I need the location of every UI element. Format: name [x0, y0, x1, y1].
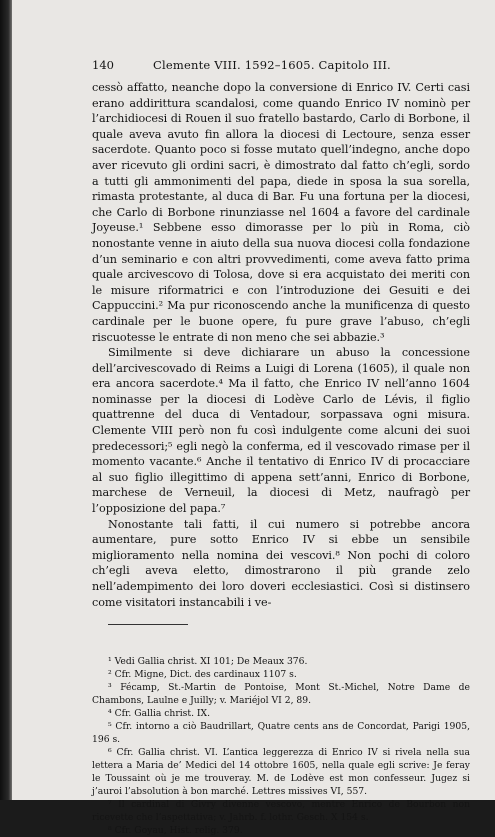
footnote-1: ¹ Vedi Gallia christ. XI 101; De Meaux 376. — [108, 656, 308, 668]
footnote-8: ⁸ Cfr. Goyau, Hist. relig. 379. — [108, 825, 243, 837]
footnote-4: ⁴ Cfr. Gallia christ. IX. — [108, 708, 211, 720]
paragraph-1: cessò affatto, neanche dopo la conversione di Enrico IV. Certi casi erano addirittura scandalosi, come quando Enrico IV nominò per l’archidiocesi di Rouen il suo fratello bastardo, Carlo di Borbone, il quale aveva avuto fin allora la diocesi di Lectoure, senza esser sacerdote. Quanto poco si fosse mutato quell’indegno, anche dopo aver ricevuto gli ordini sacri, è dimostrato dal fatto ch’egli, sordo a tutti gli ammonimenti del papa, diede in sposa la sua sorella, rimasta protestante, al duca di Bar. Fu una fortuna per la diocesi, che Carlo di Borbone rinunziasse nel 1604 a favore del cardinale Joyeuse.¹ Sebbene esso dimorasse per lo più in Roma, ciò nonostante venne in aiuto della sua nuova diocesi colla fondazione d’un seminario e con altri provvedimenti, come aveva fatto prima quale arcivescovo di Tolosa, dove si era acquistato dei meriti con le misure riformatrici e con l’introduzione dei Gesuiti e dei Cappuccini.² Ma pur riconoscendo anche la munificenza di questo cardinale per le buone opere, fu pure grave l’abuso, ch’egli riscuotesse le entrate di non meno che sei abbazie.³ — [92, 81, 470, 344]
book-page — [12, 0, 495, 837]
paragraph-2: Similmente si deve dichiarare un abuso la concessione dell’arcivescovado di Reims a Luigi di Lorena (1605), il quale non era ancora sacerdote.⁴ Ma il fatto, che Enrico IV nell’anno 1604 nominasse per la diocesi di Lodève Carlo de Lévis, il figlio quattrenne del duca di Ventadour, sorpassava ogni misura. Clemente VIII però non fu così indulgente come alcuni dei suoi predecessori;⁵ egli negò la conferma, ed il vescovado rimase per il momento vacante.⁶ Anche il tentativo di Enrico IV di procacciare al suo figlio illegittimo di appena sett’anni, Enrico di Borbone, marchese de Verneuil, la diocesi di Metz, naufragò per l’opposizione del papa.⁷ — [92, 346, 470, 516]
footnote-2: ² Cfr. Migne, Dict. des cardinaux 1107 s. — [108, 669, 297, 681]
footnotes — [92, 655, 470, 837]
paragraph-3: Nonostante tali fatti, il cui numero si potrebbe ancora aumentare, pure sotto Enrico IV si ebbe un sensibile miglioramento nella nomina dei vescovi.⁸ Non pochi di coloro ch’egli aveva eletto, dimostrarono il più grande zelo nell’adempimento dei loro doveri ecclesiastici. Così si distinsero come visitatori instancabili i ve- — [92, 517, 470, 609]
footnote-7: ⁷ Il cardinal di Givry divenne vescovo, mentre Enrico de Bourbon non ricevette che l’aspettativa; v. Jahrb. f. lothr. Gesch. X 154 s. — [92, 799, 470, 824]
running-title: Clemente VIII. 1592–1605. Capitolo III. — [153, 58, 391, 72]
footnote-3: ³ Fécamp, St.-Martin de Pontoise, Mont St.-Michel, Notre Dame de Chambons, Laulne e Juilly; v. Mariéjol VI 2, 89. — [92, 682, 470, 707]
page-number: 140 — [92, 58, 114, 72]
footnote-6: ⁶ Cfr. Gallia christ. VI. L’antica leggerezza di Enrico IV si rivela nella sua lettera a Maria de’ Medici del 14 ottobre 1605, nella quale egli scrive: Je feray le Toussaint où je me trouveray. M. de Lodève est mon confesseur. Jugez si j’auroi l’absolution à bon marché. Lettres missives VI, 557. — [92, 747, 470, 798]
main-text — [92, 80, 470, 610]
page-header — [92, 58, 470, 80]
footnote-separator — [108, 624, 188, 625]
footnote-5: ⁵ Cfr. intorno a ciò Baudrillart, Quatre cents ans de Concordat, Parigi 1905, 196 s. — [92, 721, 470, 746]
